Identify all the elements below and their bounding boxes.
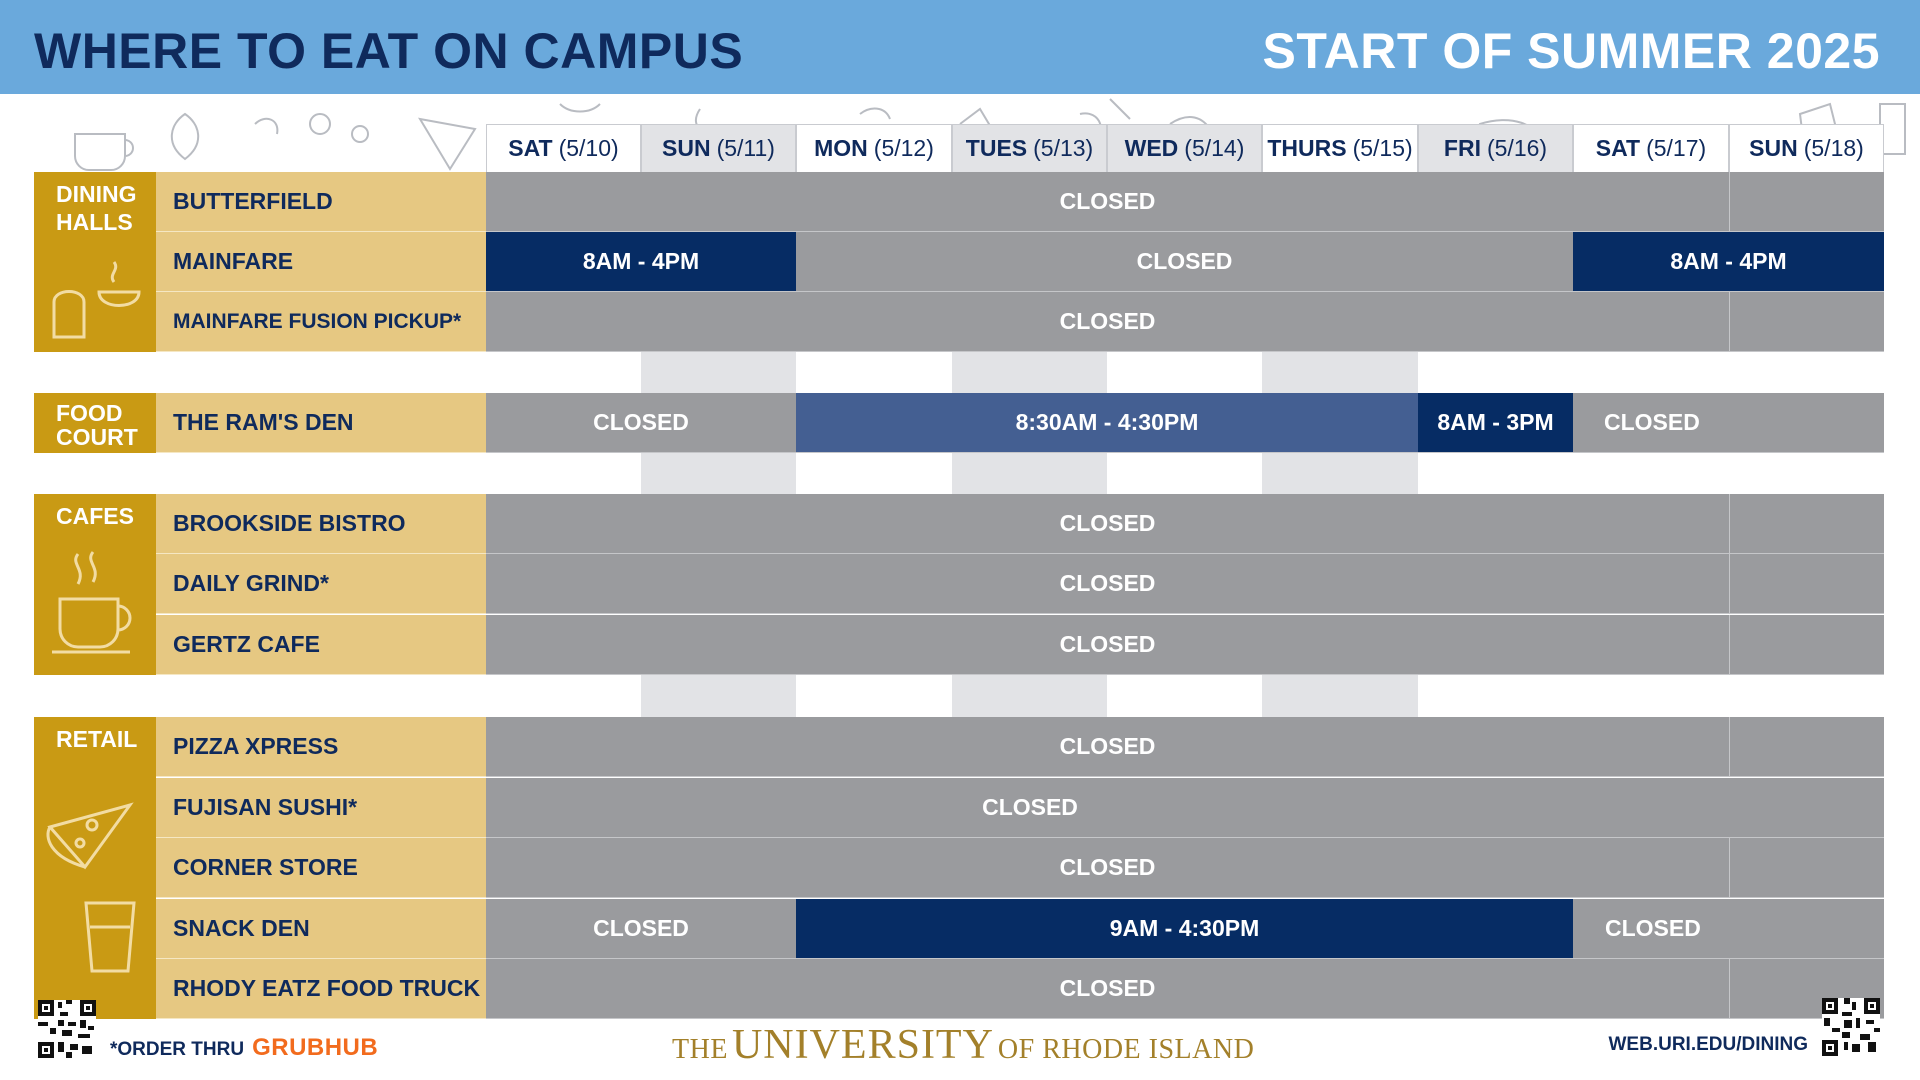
schedule-rhody-eatz-closed: CLOSED xyxy=(486,959,1729,1019)
category-label: FOOD COURT xyxy=(56,400,138,450)
gap-strip xyxy=(952,675,1107,717)
day-header-sat-0510: SAT (5/10) xyxy=(486,124,641,172)
schedule-daily-grind-closed-end xyxy=(1729,554,1884,614)
schedule-brookside-closed-end xyxy=(1729,494,1884,554)
qr-code-grubhub-icon[interactable] xyxy=(38,1000,96,1058)
gap-strip xyxy=(1262,675,1418,717)
schedule-rams-den-open-weekdays: 8:30AM - 4:30PM xyxy=(796,393,1418,453)
location-mainfare: MAINFARE xyxy=(156,232,486,292)
day-header-mon-0512: MON (5/12) xyxy=(796,124,952,172)
schedule-butterfield-closed-end xyxy=(1729,172,1884,232)
day-header-sun-0511: SUN (5/11) xyxy=(641,124,796,172)
gap-strip xyxy=(1262,352,1418,393)
grubhub-logo[interactable]: GRUBHUB xyxy=(252,1034,379,1061)
category-cafes xyxy=(34,494,156,675)
day-header-wed-0514: WED (5/14) xyxy=(1107,124,1262,172)
location-fujisan-sushi: FUJISAN SUSHI* xyxy=(156,778,486,838)
category-retail xyxy=(34,717,156,1019)
location-snack-den: SNACK DEN xyxy=(156,899,486,959)
location-mainfare-fusion-pickup: MAINFARE FUSION PICKUP* xyxy=(156,292,486,352)
schedule-fujisan-closed: CLOSED xyxy=(486,778,1574,838)
day-header-fri-0516: FRI (5/16) xyxy=(1418,124,1573,172)
schedule-mainfare-closed: CLOSED xyxy=(796,232,1573,292)
bread-soup-icon xyxy=(44,252,144,347)
category-label: RETAIL xyxy=(56,726,138,752)
university-logo xyxy=(672,1021,1254,1069)
schedule-snack-den-closed-weekend-1: CLOSED xyxy=(486,899,796,959)
website-link[interactable]: WEB.URI.EDU/DINING xyxy=(1608,1034,1808,1055)
qr-code-dining-icon[interactable] xyxy=(1822,998,1880,1056)
gap-strip xyxy=(641,675,796,717)
location-corner-store: CORNER STORE xyxy=(156,838,486,898)
category-food-court xyxy=(34,393,156,453)
coffee-cup-doodle-icon xyxy=(75,134,133,170)
order-note-text: *ORDER THRU xyxy=(110,1039,245,1060)
coffee-cup-icon xyxy=(48,544,148,664)
onion-doodle-icon xyxy=(172,114,198,159)
order-note xyxy=(110,1034,378,1062)
location-rams-den: THE RAM'S DEN xyxy=(156,393,486,453)
page-subtitle: START OF SUMMER 2025 xyxy=(1262,23,1880,79)
drink-cup-icon xyxy=(80,897,140,977)
category-dining-halls xyxy=(34,172,156,352)
location-butterfield: BUTTERFIELD xyxy=(156,172,486,232)
schedule-mainfare-open-weekend-2: 8AM - 4PM xyxy=(1573,232,1884,292)
schedule-snack-den-open-weekdays: 9AM - 4:30PM xyxy=(796,899,1573,959)
day-header-tues-0513: TUES (5/13) xyxy=(952,124,1107,172)
location-brookside-bistro: BROOKSIDE BISTRO xyxy=(156,494,486,554)
location-gertz-cafe: GERTZ CAFE xyxy=(156,615,486,675)
schedule-corner-store-closed-end xyxy=(1729,838,1884,898)
schedule-mainfare-open-weekend-1: 8AM - 4PM xyxy=(486,232,796,292)
gap-strip xyxy=(952,453,1107,494)
day-header-sat-0517: SAT (5/17) xyxy=(1573,124,1729,172)
schedule-gertz-closed: CLOSED xyxy=(486,615,1729,675)
schedule-brookside-closed: CLOSED xyxy=(486,494,1729,554)
schedule-snack-den-closed-weekend-2: CLOSED xyxy=(1573,899,1884,959)
logo-of-rhode-island: OF RHODE ISLAND xyxy=(997,1034,1255,1065)
schedule-pizza-xpress-closed-end xyxy=(1729,717,1884,777)
category-label: CAFES xyxy=(56,503,134,529)
schedule-mainfare-fusion-closed-end xyxy=(1729,292,1884,352)
pizza-doodle-icon xyxy=(420,119,475,169)
header-bar xyxy=(0,0,1920,94)
gap-strip xyxy=(641,352,796,393)
location-rhody-eatz-food-truck: RHODY EATZ FOOD TRUCK xyxy=(156,959,486,1019)
schedule-daily-grind-closed: CLOSED xyxy=(486,554,1729,614)
schedule-rams-den-closed-weekend-2: CLOSED xyxy=(1573,393,1884,453)
page-title: WHERE TO EAT ON CAMPUS xyxy=(34,23,744,79)
gap-strip xyxy=(1262,453,1418,494)
schedule-rams-den-open-friday: 8AM - 3PM xyxy=(1418,393,1573,453)
schedule-fujisan-closed-end xyxy=(1573,778,1884,838)
day-header-sun-0518: SUN (5/18) xyxy=(1729,124,1884,172)
schedule-rams-den-closed-weekend-1: CLOSED xyxy=(486,393,796,453)
logo-university: UNIVERSITY xyxy=(731,1022,994,1068)
pizza-slice-icon xyxy=(42,797,142,877)
schedule-butterfield-closed: CLOSED xyxy=(486,172,1729,232)
category-label: DINING HALLS xyxy=(56,181,137,235)
schedule-mainfare-fusion-closed: CLOSED xyxy=(486,292,1729,352)
location-pizza-xpress: PIZZA XPRESS xyxy=(156,717,486,777)
gap-strip xyxy=(952,352,1107,393)
location-daily-grind: DAILY GRIND* xyxy=(156,554,486,614)
gap-strip xyxy=(641,453,796,494)
schedule-pizza-xpress-closed: CLOSED xyxy=(486,717,1729,777)
day-header-thurs-0515: THURS (5/15) xyxy=(1262,124,1418,172)
schedule-gertz-closed-end xyxy=(1729,615,1884,675)
schedule-corner-store-closed: CLOSED xyxy=(486,838,1729,898)
logo-the: THE xyxy=(672,1034,728,1065)
